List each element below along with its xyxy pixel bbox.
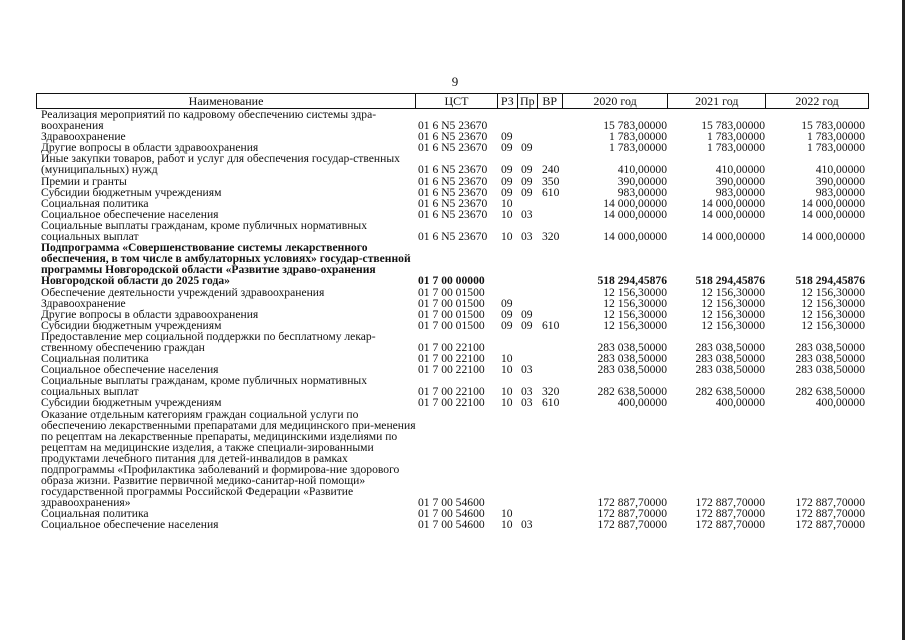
cell-2021: 410,00000 xyxy=(715,163,765,177)
cell-name: Иные закупки товаров, работ и услуг для обеспечения государ-ственных (муниципальных) нужд xyxy=(41,152,400,177)
cell-rz: 09 xyxy=(501,141,513,155)
cell-2022: 12 156,30000 xyxy=(801,307,865,321)
cell-pr: 09 xyxy=(521,307,533,321)
cell-cst: 01 6 N5 23670 xyxy=(418,141,488,155)
cell-2020: 283 038,50000 xyxy=(597,340,667,354)
cell-rz: 09 xyxy=(501,163,513,177)
cell-2021: 172 887,70000 xyxy=(695,496,765,510)
cell-2020: 283 038,50000 xyxy=(597,352,667,366)
cell-vr: 350 xyxy=(542,174,560,188)
table-row xyxy=(36,375,869,397)
table-row xyxy=(36,331,869,353)
cell-rz: 09 xyxy=(501,318,513,332)
cell-rz: 09 xyxy=(501,296,513,310)
cell-2022: 172 887,70000 xyxy=(795,496,865,510)
cell-rz: 10 xyxy=(501,352,513,366)
cell-2021: 12 156,30000 xyxy=(701,307,765,321)
table-row xyxy=(36,220,869,242)
cell-rz: 09 xyxy=(501,130,513,144)
cell-2021: 983,00000 xyxy=(715,185,765,199)
table-row xyxy=(36,153,869,175)
cell-2021: 14 000,00000 xyxy=(701,230,765,244)
cell-2022: 410,00000 xyxy=(815,163,865,177)
cell-2020: 1 783,00000 xyxy=(609,130,667,144)
cell-cst: 01 7 00 01500 xyxy=(418,285,485,299)
cell-2022: 282 638,50000 xyxy=(795,385,865,399)
cell-2020: 283 038,50000 xyxy=(597,363,667,377)
cell-2020: 390,00000 xyxy=(617,174,667,188)
cell-cst: 01 6 N5 23670 xyxy=(418,207,488,221)
cell-2022: 518 294,45876 xyxy=(795,274,865,288)
page-number: 9 xyxy=(451,74,459,89)
cell-2021: 14 000,00000 xyxy=(701,207,765,221)
cell-name: Социальное обеспечение населения xyxy=(41,207,219,221)
cell-name: Социальные выплаты гражданам, кроме публичных нормативных социальных выплат xyxy=(41,374,368,399)
cell-2022: 1 783,00000 xyxy=(807,130,865,144)
cell-rz: 10 xyxy=(501,196,513,210)
cell-2020: 172 887,70000 xyxy=(597,496,667,510)
cell-pr: 03 xyxy=(521,363,533,377)
cell-cst: 01 7 00 22100 xyxy=(418,340,485,354)
cell-2020: 12 156,30000 xyxy=(603,296,667,310)
cell-name: Социальные выплаты гражданам, кроме публичных нормативных социальных выплат xyxy=(41,218,368,244)
cell-2020: 983,00000 xyxy=(617,185,667,199)
cell-cst: 01 6 N5 23670 xyxy=(418,174,488,188)
cell-2022: 12 156,30000 xyxy=(801,318,865,332)
cell-2020: 172 887,70000 xyxy=(597,518,667,532)
cell-vr: 240 xyxy=(542,163,560,177)
cell-rz: 10 xyxy=(501,207,513,221)
cell-cst: 01 6 N5 23670 xyxy=(418,196,488,210)
cell-name: Субсидии бюджетным учреждениям xyxy=(41,396,222,410)
cell-2021: 1 783,00000 xyxy=(707,130,765,144)
cell-pr: 03 xyxy=(521,396,533,410)
cell-2021: 283 038,50000 xyxy=(695,340,765,354)
cell-2020: 410,00000 xyxy=(617,163,667,177)
cell-2021: 390,00000 xyxy=(715,174,765,188)
cell-2020: 518 294,45876 xyxy=(597,274,667,288)
cell-name: Социальное обеспечение населения xyxy=(41,363,219,377)
cell-name: Оказание отдельным категориям граждан социальной услуги по обеспечению лекарственными препаратами для медицинского при-менения по рецептам на лекарственные препараты, медицинскими изделиями по рецептам на медицинские изделия, а также специали-зированными продуктами лечебного питания для детей-инвалидов в рамках подпрограммы «Профилактика заболеваний и формирова-ние здорового образа жизни. Развитие первичной медико-санитар-ной помощи» государственной программы Российской Федерации «Развитие здравоохранения» xyxy=(41,407,416,510)
cell-2022: 390,00000 xyxy=(815,174,865,188)
cell-2021: 283 038,50000 xyxy=(695,363,765,377)
cell-pr: 03 xyxy=(521,230,533,244)
table-row xyxy=(36,397,869,408)
cell-pr: 09 xyxy=(521,185,533,199)
cell-cst: 01 7 00 01500 xyxy=(418,318,485,332)
cell-cst: 01 7 00 22100 xyxy=(418,352,485,366)
cell-name: Социальная политика xyxy=(41,507,149,521)
header-cst: ЦСТ xyxy=(416,94,498,108)
cell-rz: 10 xyxy=(501,518,513,532)
cell-name: Социальное обеспечение населения xyxy=(41,518,219,532)
cell-2022: 14 000,00000 xyxy=(801,196,865,210)
cell-2020: 14 000,00000 xyxy=(603,196,667,210)
cell-2021: 400,00000 xyxy=(715,396,765,410)
cell-pr: 09 xyxy=(521,174,533,188)
cell-vr: 610 xyxy=(542,185,560,199)
cell-vr: 610 xyxy=(542,396,560,410)
cell-cst: 01 7 00 54600 xyxy=(418,518,485,532)
table-body xyxy=(36,109,869,531)
cell-2020: 12 156,30000 xyxy=(603,307,667,321)
cell-pr: 03 xyxy=(521,518,533,532)
header-2022: 2022 год xyxy=(795,94,839,108)
cell-rz: 10 xyxy=(501,385,513,399)
cell-cst: 01 6 N5 23670 xyxy=(418,163,488,177)
cell-cst: 01 7 00 01500 xyxy=(418,307,485,321)
table-row xyxy=(36,519,869,530)
header-pr: Пр xyxy=(518,94,538,108)
cell-cst: 01 6 N5 23670 xyxy=(418,119,488,133)
cell-2022: 983,00000 xyxy=(815,185,865,199)
cell-2022: 172 887,70000 xyxy=(795,507,865,521)
cell-2020: 1 783,00000 xyxy=(609,141,667,155)
header-2021: 2021 год xyxy=(668,94,766,108)
cell-2020: 282 638,50000 xyxy=(597,385,667,399)
cell-2022: 283 038,50000 xyxy=(795,352,865,366)
cell-pr: 03 xyxy=(521,207,533,221)
cell-2020: 12 156,30000 xyxy=(603,285,667,299)
cell-name: Субсидии бюджетным учреждениям xyxy=(41,185,222,199)
cell-name: Социальная политика xyxy=(41,196,149,210)
cell-2021: 15 783,00000 xyxy=(701,119,765,133)
cell-pr: 09 xyxy=(521,318,533,332)
cell-2021: 12 156,30000 xyxy=(701,318,765,332)
cell-name: Подпрограмма «Совершенствование системы лекарственного обеспечения, в том числе в амбулаторных условиях» государ-ственной программы Новгородской области «Развитие здраво-охранения Новгородской области до 2025 года» xyxy=(41,241,411,288)
cell-2021: 1 783,00000 xyxy=(707,141,765,155)
cell-rz: 10 xyxy=(501,396,513,410)
table-row xyxy=(36,409,869,509)
cell-cst: 01 7 00 54600 xyxy=(418,507,485,521)
cell-2022: 12 156,30000 xyxy=(801,296,865,310)
cell-vr: 320 xyxy=(542,230,560,244)
cell-cst: 01 7 00 22100 xyxy=(418,385,485,399)
header-2020: 2020 год xyxy=(563,94,669,108)
cell-2020: 172 887,70000 xyxy=(597,507,667,521)
cell-2021: 518 294,45876 xyxy=(695,274,765,288)
cell-cst: 01 7 00 22100 xyxy=(418,363,485,377)
cell-2021: 282 638,50000 xyxy=(695,385,765,399)
cell-cst: 01 7 00 00000 xyxy=(418,274,485,288)
cell-2022: 283 038,50000 xyxy=(795,363,865,377)
cell-2022: 15 783,00000 xyxy=(801,119,865,133)
cell-2020: 14 000,00000 xyxy=(603,207,667,221)
cell-pr: 09 xyxy=(521,163,533,177)
table-header xyxy=(36,93,869,109)
cell-rz: 10 xyxy=(501,230,513,244)
cell-2022: 1 783,00000 xyxy=(807,141,865,155)
cell-2020: 12 156,30000 xyxy=(603,318,667,332)
cell-2022: 14 000,00000 xyxy=(801,230,865,244)
cell-name: Субсидии бюджетным учреждениям xyxy=(41,318,222,332)
cell-pr: 09 xyxy=(521,141,533,155)
cell-2021: 14 000,00000 xyxy=(701,196,765,210)
cell-2022: 12 156,30000 xyxy=(801,285,865,299)
table-row xyxy=(36,242,869,286)
cell-rz: 10 xyxy=(501,507,513,521)
cell-2021: 12 156,30000 xyxy=(701,285,765,299)
header-rz: РЗ xyxy=(498,94,518,108)
budget-table xyxy=(36,93,869,531)
cell-2022: 400,00000 xyxy=(815,396,865,410)
cell-cst: 01 6 N5 23670 xyxy=(418,230,488,244)
table-row xyxy=(36,176,869,187)
cell-vr: 610 xyxy=(542,318,560,332)
cell-cst: 01 7 00 54600 xyxy=(418,496,485,510)
cell-rz: 09 xyxy=(501,185,513,199)
table-row xyxy=(36,109,869,131)
cell-2021: 172 887,70000 xyxy=(695,518,765,532)
cell-cst: 01 7 00 01500 xyxy=(418,296,485,310)
cell-name: Другие вопросы в области здравоохранения xyxy=(41,141,259,155)
cell-2022: 172 887,70000 xyxy=(795,518,865,532)
cell-name: Обеспечение деятельности учреждений здравоохранения xyxy=(41,285,325,299)
cell-2021: 172 887,70000 xyxy=(695,507,765,521)
cell-2022: 14 000,00000 xyxy=(801,207,865,221)
cell-name: Социальная политика xyxy=(41,352,149,366)
cell-vr: 320 xyxy=(542,385,560,399)
cell-cst: 01 6 N5 23670 xyxy=(418,185,488,199)
cell-name: Премии и гранты xyxy=(41,174,127,188)
cell-name: Здравоохранение xyxy=(41,296,126,310)
cell-2020: 400,00000 xyxy=(617,396,667,410)
cell-rz: 09 xyxy=(501,174,513,188)
cell-name: Реализация мероприятий по кадровому обеспечению системы здра-воохранения xyxy=(41,108,377,133)
cell-pr: 03 xyxy=(521,385,533,399)
cell-rz: 09 xyxy=(501,307,513,321)
cell-rz: 10 xyxy=(501,363,513,377)
table-row xyxy=(36,287,869,298)
cell-cst: 01 6 N5 23670 xyxy=(418,130,488,144)
header-vr: ВР xyxy=(538,94,563,108)
cell-2020: 14 000,00000 xyxy=(603,230,667,244)
cell-name: Предоставление мер социальной поддержки по бесплатному лекар-ственному обеспечению граждан xyxy=(41,329,376,354)
cell-2021: 12 156,30000 xyxy=(701,296,765,310)
cell-2021: 283 038,50000 xyxy=(695,352,765,366)
cell-cst: 01 7 00 22100 xyxy=(418,396,485,410)
cell-2022: 283 038,50000 xyxy=(795,340,865,354)
header-name: Наименование xyxy=(37,94,416,108)
cell-name: Здравоохранение xyxy=(41,130,126,144)
cell-name: Другие вопросы в области здравоохранения xyxy=(41,307,259,321)
cell-2020: 15 783,00000 xyxy=(603,119,667,133)
